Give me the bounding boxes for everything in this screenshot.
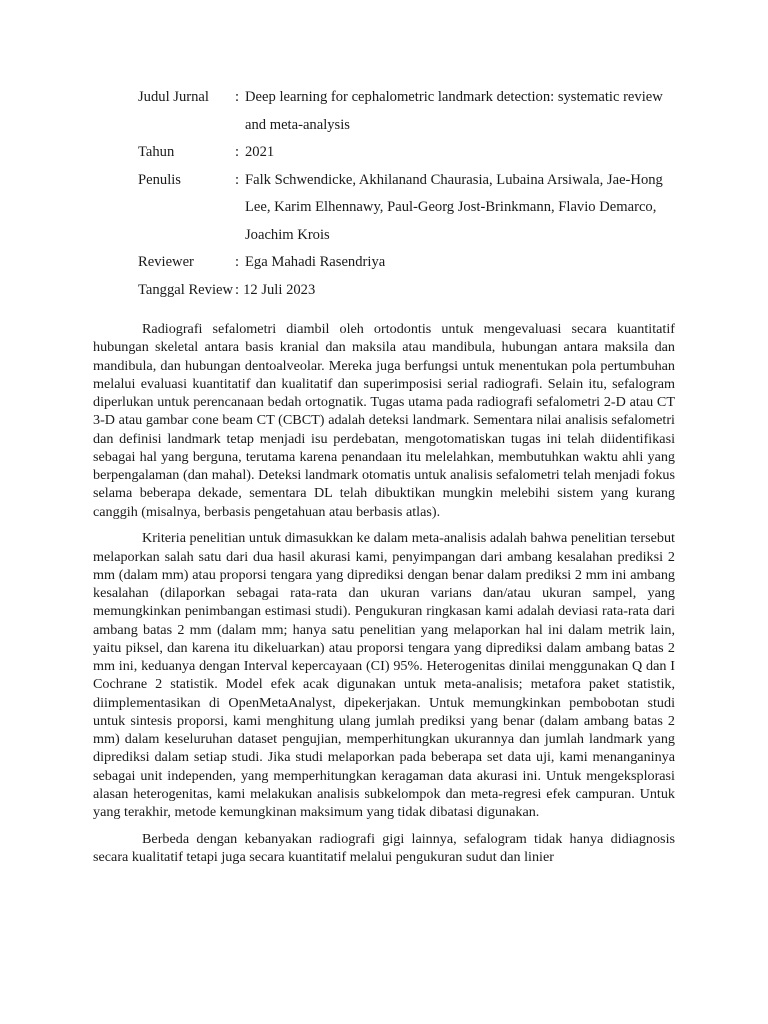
review-body: [93, 320, 675, 875]
meta-row-judul: [138, 84, 678, 139]
body-paragraph: Berbeda dengan kebanyakan radiografi gigi lainnya, sefalogram tidak hanya didiagnosis secara kualitatif tetapi juga secara kuantitatif melalui pengukuran sudut dan linier: [93, 830, 675, 865]
meta-row-tahun: [138, 139, 678, 167]
meta-label-tahun: Tahun: [138, 144, 175, 160]
meta-value-penulis: Falk Schwendicke, Akhilanand Chaurasia, Lubaina Arsiwala, Jae-Hong Lee, Karim Elhennawy, Paul-Georg Jost-Brinkmann, Flavio Demarco, Joachim Krois: [245, 171, 663, 243]
meta-value-reviewer: Ega Mahadi Rasendriya: [245, 254, 386, 270]
meta-label-tanggal: Tanggal Review: [138, 281, 234, 298]
review-metadata: [138, 84, 678, 304]
meta-label-judul: Judul Jurnal: [138, 89, 209, 105]
meta-value-judul: Deep learning for cephalometric landmark detection: systematic review and meta-analysis: [245, 89, 663, 133]
meta-colon: :: [235, 171, 240, 188]
meta-colon: :: [235, 281, 240, 298]
meta-label-penulis: Penulis: [138, 171, 181, 188]
meta-row-reviewer: [138, 249, 678, 277]
meta-row-tanggal: [138, 277, 678, 305]
meta-row-penulis: [138, 167, 678, 250]
meta-colon: :: [235, 89, 240, 105]
meta-value-tanggal: 12 Juli 2023: [243, 281, 316, 298]
meta-colon: :: [235, 254, 240, 270]
body-paragraph: Kriteria penelitian untuk dimasukkan ke dalam meta-analisis adalah bahwa penelitian tersebut melaporkan salah satu dari dua hasil akurasi kami, penyimpangan dari ambang kesalahan prediksi 2 mm (dalam mm) atau proporsi tengara yang diprediksi dengan benar dalam prediksi 2 mm ini ambang kesalahan (dilaporkan sebagai rata-rata dan ukuran varians dan/atau ukuran sampel, yang memungkinkan penimbangan estimasi studi). Pengukuran ringkasan kami adalah deviasi rata-rata dari ambang batas 2 mm (dalam mm; hanya satu penelitian yang melaporkan hal ini dalam metrik lain, yaitu piksel, dan karena itu dikeluarkan) atau proporsi tengara yang diprediksi dalam ambang batas 2 mm ini, keduanya dengan Interval kepercayaan (CI) 95%. Heterogenitas dinilai menggunakan Q dan I Cochrane 2 statistik. Model efek acak digunakan untuk meta-analisis; metafora paket statistik, diimplementasikan di OpenMetaAnalyst, dipekerjakan. Untuk memungkinkan pembobotan studi untuk sintesis proporsi, kami menghitung ulang jumlah prediksi yang benar (dalam ambang batas 2 mm) dalam keseluruhan dataset pengujian, memperhitungkan ukurannya dan jumlah landmark yang diprediksi dalam setiap studi. Jika studi melaporkan pada beberapa set data uji, kami menanganinya sebagai unit independen, yang memperhitungkan keragaman data akurasi ini. Untuk mengeksplorasi alasan heterogenitas, kami melakukan analisis subkelompok dan meta-regresi efek campuran. Untuk yang terakhir, metode kemungkinan maksimum yang tidak dibatasi digunakan.: [93, 530, 675, 820]
meta-value-tahun: 2021: [245, 144, 275, 160]
body-paragraph: Radiografi sefalometri diambil oleh ortodontis untuk mengevaluasi secara kuantitatif hubungan skeletal antara basis kranial dan maksila atau mandibula, hubungan antara maksila dan mandibula, dan hubungan dentoalveolar. Mereka juga berfungsi untuk menentukan pola pertumbuhan melalui evaluasi kuantitatif dan kualitatif dan superimposisi serial radiografi. Selain itu, sefalogram diperlukan untuk perencanaan bedah ortognatik. Tugas utama pada radiografi sefalometri 2-D atau CT 3-D atau gambar cone beam CT (CBCT) adalah deteksi landmark. Sementara nilai analisis sefalometri dan definisi landmark tetap menjadi isu perdebatan, mengotomatiskan tugas ini telah diidentifikasi sebagai hal yang berguna, terutama karena penandaan itu melelahkan, membutuhkan waktu ahli yang berpengalaman (dan mahal). Deteksi landmark otomatis untuk analisis sefalometri telah menjadi fokus selama beberapa dekade, sementara DL telah dibuktikan mungkin melebihi sistem yang kurang canggih (misalnya, berbasis pengetahuan atau berbasis atlas).: [93, 321, 675, 520]
meta-label-reviewer: Reviewer: [138, 254, 194, 270]
meta-colon: :: [235, 144, 240, 160]
